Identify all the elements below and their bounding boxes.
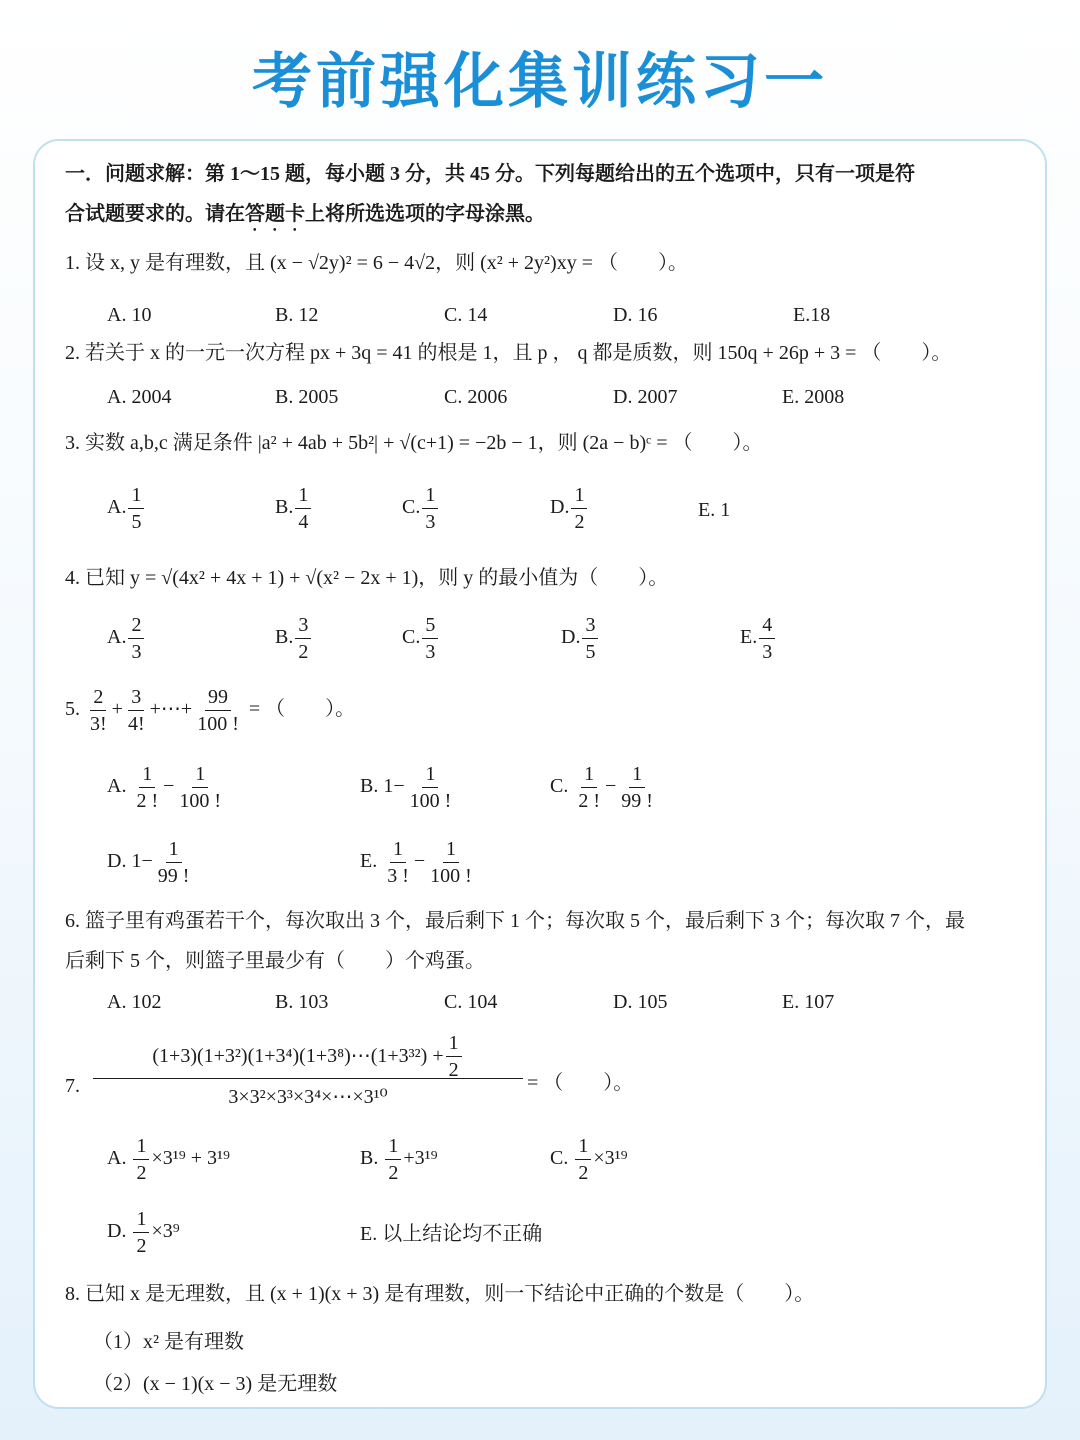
fraction-numerator: 1 [133, 1208, 149, 1233]
fraction-numerator: 1 [446, 1032, 462, 1057]
q5-option-e-label: E. [360, 850, 378, 873]
q7-option-c-rest: ×3¹⁹ [593, 1147, 628, 1170]
fraction-numerator: 5 [422, 614, 438, 639]
q3-option-a-fraction [128, 484, 144, 533]
fraction-denominator: 5 [585, 641, 596, 663]
fraction-numerator: 1 [443, 838, 459, 863]
q7-option-e: E. 以上结论均不正确 [360, 1223, 543, 1245]
fraction [385, 1135, 401, 1184]
q5-option-d-label: D. 1− [107, 850, 153, 873]
q5-number: 5. [65, 698, 80, 721]
fraction [618, 763, 656, 812]
question-3-stem: 3. 实数 a,b,c 满足条件 |a² + 4ab + 5b²| + √(c+1) = −2b − 1，则 (2a − b)ᶜ = （ ）。 [65, 432, 763, 454]
question-2-stem: 2. 若关于 x 的一元一次方程 px + 3q = 41 的根是 1，且 p ， q 都是质数，则 150q + 26p + 3 = （ ）。 [65, 342, 952, 364]
q6-option-c: C. 104 [444, 991, 498, 1013]
q7-option-b-rest: +3¹⁹ [403, 1147, 438, 1170]
q7-numerator [93, 1031, 523, 1081]
fraction-numerator: 1 [390, 838, 406, 863]
q4-option-e-fraction [759, 614, 775, 663]
q7-number: 7. [65, 1075, 80, 1097]
q1-option-d: D. 16 [613, 304, 658, 326]
q7-option-a-rest: ×3¹⁹ + 3¹⁹ [151, 1147, 230, 1170]
q4-option-d-label: D. [561, 626, 581, 649]
section-header-emphasis: 答题卡 [245, 203, 305, 225]
q5-option-c-label: C. [550, 775, 569, 798]
fraction-denominator: 2 ! [136, 790, 159, 812]
q7-option-d-rest: ×3⁹ [151, 1220, 180, 1243]
q4-option-d-fraction [582, 614, 598, 663]
q3-option-b-label: B. [275, 496, 294, 519]
fraction-numerator: 1 [422, 484, 438, 509]
q4-option-c-label: C. [402, 626, 421, 649]
fraction-denominator: 3 [762, 641, 773, 663]
q5-frac-1 [87, 686, 110, 735]
q2-option-d: D. 2007 [613, 386, 678, 408]
q2-option-c: C. 2006 [444, 386, 508, 408]
fraction-denominator: 2 [136, 1235, 147, 1257]
fraction-denominator: 2 [298, 641, 309, 663]
q4-option-a-fraction [128, 614, 144, 663]
q5-option-e: E. $\frac{1}{3 !}$ − $\frac{1}{100 !}$ [360, 838, 477, 887]
q5-frac-3 [194, 686, 242, 735]
q7-option-a [107, 1135, 230, 1184]
fraction-numerator: 1 [575, 1135, 591, 1160]
q1-option-e: E.18 [793, 304, 831, 326]
question-6-stem-line1: 6. 篮子里有鸡蛋若干个，每次取出 3 个，最后剩下 1 个；每次取 5 个，最后剩下 3 个；每次取 7 个，最 [65, 910, 965, 932]
q8-item-1: （1）x² 是有理数 [93, 1331, 244, 1353]
fraction-numerator: 1 [133, 1135, 149, 1160]
fraction-denominator: 4 [298, 511, 309, 533]
fraction-numerator: 1 [192, 763, 208, 788]
fraction-numerator: 99 [205, 686, 231, 711]
fraction-denominator: 5 [131, 511, 142, 533]
q7-option-b-label: B. [360, 1147, 379, 1170]
q5-option-b-label: B. 1− [360, 775, 405, 798]
question-8-stem: 8. 已知 x 是无理数，且 (x + 1)(x + 3) 是有理数，则一下结论中正确的个数是（ ）。 [65, 1283, 815, 1305]
q3-option-a-label: A. [107, 496, 127, 519]
fraction-denominator: 3 [131, 641, 142, 663]
q5-tail: = （ ）。 [248, 698, 356, 721]
fraction [155, 838, 193, 887]
q5-option-b [360, 763, 456, 812]
fraction-denominator: 100 ! [409, 790, 452, 812]
fraction-numerator: 1 [295, 484, 311, 509]
fraction-denominator: 99 ! [621, 790, 653, 812]
q5-frac-2 [125, 686, 148, 735]
q2-option-e: E. 2008 [782, 386, 845, 408]
fraction-denominator: 2 [578, 1162, 589, 1184]
q7-option-d [107, 1208, 180, 1257]
fraction [133, 1208, 149, 1257]
q4-option-b-fraction [295, 614, 311, 663]
fraction-numerator: 3 [128, 686, 144, 711]
q3-option-d-fraction [571, 484, 587, 533]
fraction-denominator: 100 ! [197, 713, 239, 735]
q3-option-c-label: C. [402, 496, 421, 519]
q3-option-b-fraction [295, 484, 311, 533]
fraction-numerator: 1 [571, 484, 587, 509]
q7-option-a-label: A. [107, 1147, 127, 1170]
q4-option-c [402, 614, 440, 663]
q7-option-b [360, 1135, 438, 1184]
q7-option-d-label: D. [107, 1220, 127, 1243]
fraction [427, 838, 475, 887]
section-header-line1: 一．问题求解：第 1～15 题，每小题 3 分，共 45 分。下列每题给出的五个选项中，只有一项是符 [65, 163, 915, 185]
question-1-stem: 1. 设 x, y 是有理数，且 (x − √2y)² = 6 − 4√2，则 (x² + 2y²)xy = （ ）。 [65, 252, 688, 274]
q4-option-a-label: A. [107, 626, 127, 649]
fraction-numerator: 4 [759, 614, 775, 639]
fraction-numerator: 1 [581, 763, 597, 788]
q7-option-c-label: C. [550, 1147, 569, 1170]
q4-option-e [740, 614, 777, 663]
q6-option-d: D. 105 [613, 991, 668, 1013]
q5-option-d [107, 838, 194, 887]
q3-option-c [402, 484, 440, 533]
q4-option-a [107, 614, 146, 663]
question-card [33, 139, 1047, 1409]
q7-half [446, 1032, 462, 1081]
q3-option-e: E. 1 [698, 499, 731, 521]
section-header-part2: 上将所选选项的字母涂黑。 [305, 203, 545, 225]
fraction [407, 763, 455, 812]
fraction-numerator: 1 [128, 484, 144, 509]
fraction [176, 763, 224, 812]
q1-option-b: B. 12 [275, 304, 319, 326]
page-title: 考前强化集训练习一 [252, 47, 828, 117]
fraction-numerator: 3 [295, 614, 311, 639]
q6-option-e: E. 107 [782, 991, 835, 1013]
fraction-denominator: 2 [388, 1162, 399, 1184]
q5-ellipsis: +⋯+ [149, 698, 193, 721]
fraction-denominator: 100 ! [179, 790, 222, 812]
fraction-numerator: 1 [166, 838, 182, 863]
q3-option-b [275, 484, 313, 533]
fraction-denominator: 3 ! [387, 865, 409, 887]
fraction [575, 763, 603, 812]
q3-option-d [550, 484, 589, 533]
q5-option-c: C. $\frac{1}{2 !}$ − $\frac{1}{99 !}$ [550, 763, 658, 812]
q6-option-a: A. 102 [107, 991, 162, 1013]
q3-option-d-label: D. [550, 496, 570, 519]
fraction-numerator: 1 [139, 763, 155, 788]
section-header-part1: 合试题要求的。请在 [65, 203, 245, 225]
fraction-denominator: 2 [136, 1162, 147, 1184]
q7-main-fraction [93, 1031, 523, 1108]
q4-option-d [561, 614, 600, 663]
q4-option-b [275, 614, 313, 663]
q5-option-a-label: A. [107, 775, 127, 798]
fraction-denominator: 3 [425, 511, 436, 533]
q7-numerator-text: (1+3)(1+3²)(1+3⁴)(1+3⁸)⋯(1+3³²) + [152, 1045, 444, 1067]
fraction-denominator: 3 [425, 641, 436, 663]
q5-option-a: A. $\frac{1}{2 !}$ − $\frac{1}{100 !}$ [107, 763, 226, 812]
q6-option-b: B. 103 [275, 991, 329, 1013]
q7-option-c [550, 1135, 628, 1184]
q2-option-a: A. 2004 [107, 386, 172, 408]
fraction-denominator: 4! [127, 713, 145, 735]
question-5-stem: 5. $\frac{2}{3!}$ + $\frac{3}{4!}$ +⋯+ $\frac{99}{100 !}$ = （ ）。 [65, 686, 356, 735]
fraction-denominator: 2 [448, 1058, 459, 1081]
question-4-stem: 4. 已知 y = √(4x² + 4x + 1) + √(x² − 2x + 1)，则 y 的最小值为（ ）。 [65, 567, 669, 589]
fraction-denominator: 3! [90, 713, 107, 735]
fraction-numerator: 1 [422, 763, 438, 788]
q3-option-a [107, 484, 146, 533]
q1-option-c: C. 14 [444, 304, 488, 326]
fraction-numerator: 1 [385, 1135, 401, 1160]
fraction-denominator: 99 ! [157, 865, 190, 887]
q4-option-e-label: E. [740, 626, 758, 649]
fraction-numerator: 2 [128, 614, 144, 639]
q7-tail: = （ ）。 [527, 1072, 634, 1094]
q1-option-a: A. 10 [107, 304, 152, 326]
q4-option-c-fraction [422, 614, 438, 663]
fraction [575, 1135, 591, 1184]
fraction-numerator: 3 [582, 614, 598, 639]
fraction [384, 838, 412, 887]
fraction-denominator: 100 ! [430, 865, 472, 887]
q7-denominator: 3×3²×3³×3⁴×⋯×3¹⁰ [228, 1086, 388, 1108]
section-header-line2 [65, 203, 545, 236]
q2-option-b: B. 2005 [275, 386, 339, 408]
fraction-denominator: 2 ! [578, 790, 601, 812]
fraction-denominator: 2 [574, 511, 585, 533]
fraction-numerator: 1 [629, 763, 645, 788]
q4-option-b-label: B. [275, 626, 294, 649]
q8-item-2: （2）(x − 1)(x − 3) 是无理数 [93, 1373, 338, 1395]
question-6-stem-line2: 后剩下 5 个，则篮子里最少有（ ）个鸡蛋。 [65, 950, 485, 972]
q3-option-c-fraction [422, 484, 438, 533]
fraction [133, 1135, 149, 1184]
fraction-numerator: 2 [90, 686, 106, 711]
fraction [133, 763, 161, 812]
